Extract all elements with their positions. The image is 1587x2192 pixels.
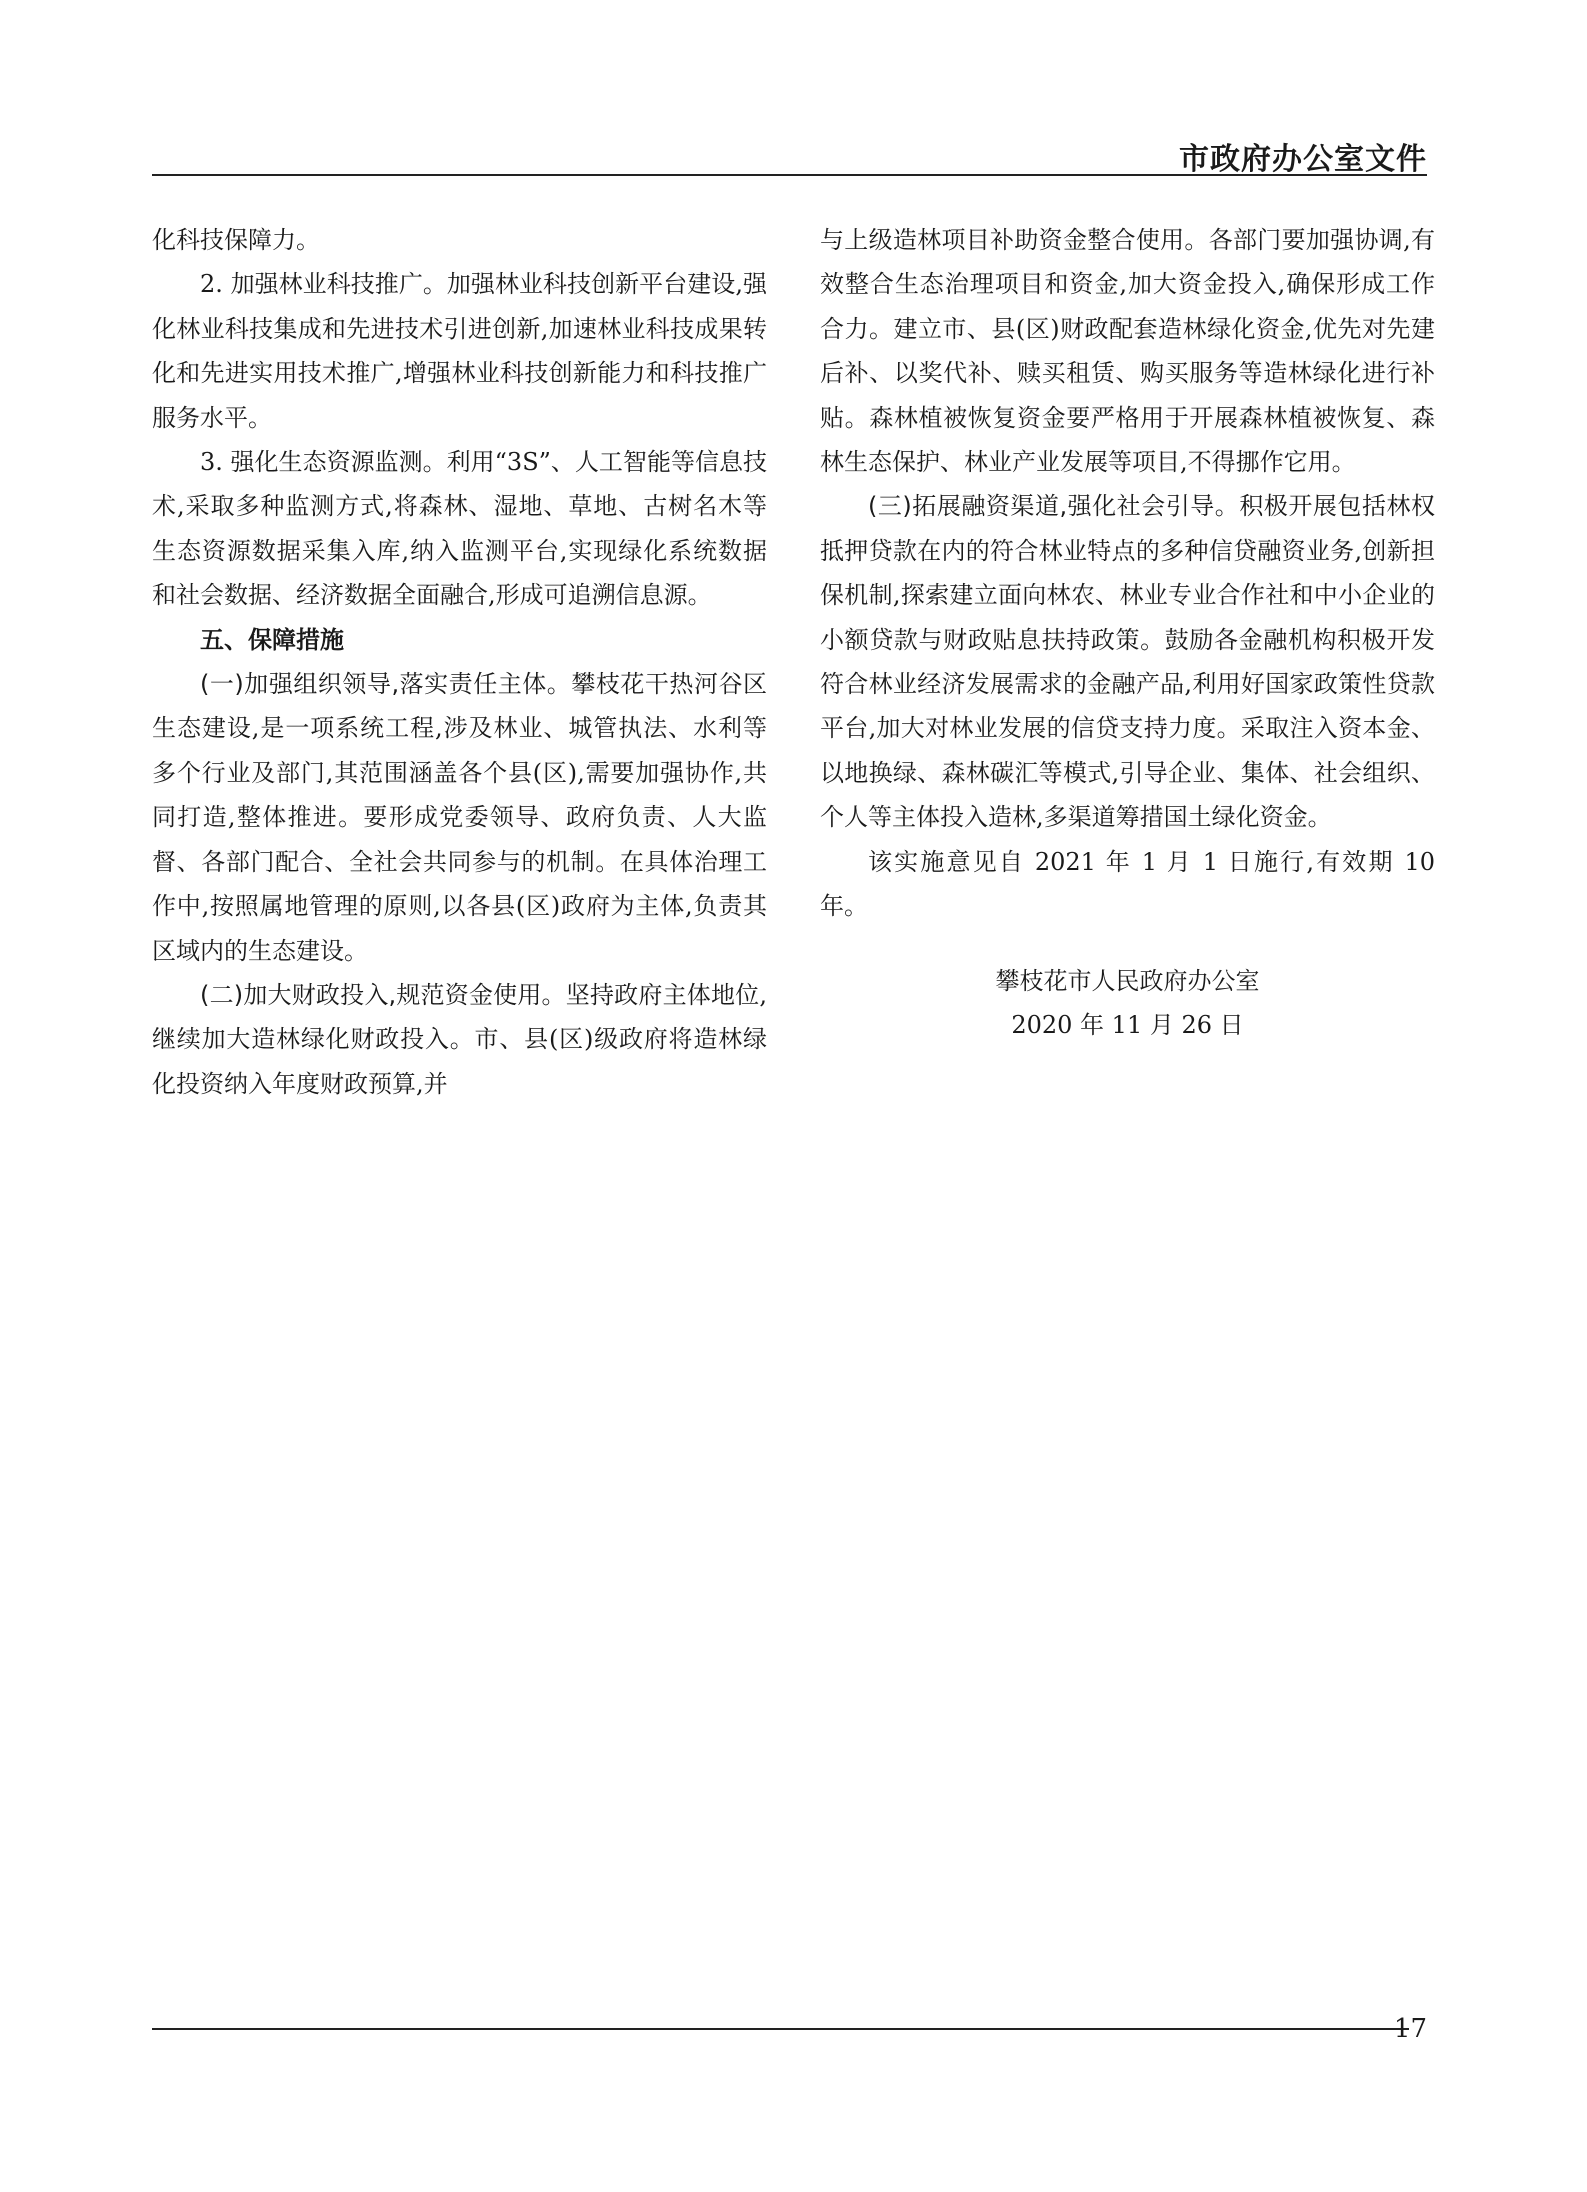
- section-heading-safeguards: 五、保障措施: [200, 625, 344, 654]
- paragraph-body-fiscal: 坚持政府主体地位,继续加大造林绿化财政投入。市、县(区)级政府将造林绿化投资纳入年度财政预算,并: [152, 980, 767, 1098]
- paragraph-fiscal-investment: [152, 973, 767, 1106]
- paragraph-resource-monitoring: 3. 强化生态资源监测。利用“3S”、人工智能等信息技术,采取多种监测方式,将森林、湿地、草地、古树名木等生态资源数据采集入库,纳入监测平台,实现绿化系统数据和社会数据、经济数据全面融合,形成可追溯信息源。: [152, 448, 767, 610]
- paragraph-effective-date: 该实施意见自 2021 年 1 月 1 日施行,有效期 10 年。: [820, 847, 1435, 921]
- paragraph-continuation: 化科技保障力。: [152, 226, 320, 254]
- signature-block: [820, 959, 1435, 1047]
- paragraph-lead-financing: (三)拓展融资渠道,强化社会引导。: [868, 492, 1240, 521]
- left-column: [152, 218, 767, 1106]
- header-divider: [152, 174, 1427, 176]
- paragraph-organization-leadership: [152, 662, 767, 973]
- paragraph-lead-organization: (一)加强组织领导,落实责任主体。: [200, 670, 572, 699]
- signature-organization: 攀枝花市人民政府办公室: [995, 966, 1260, 995]
- paragraph-tech-promotion: 2. 加强林业科技推广。加强林业科技创新平台建设,强化林业科技集成和先进技术引进创新,加速林业科技成果转化和先进实用技术推广,增强林业科技创新能力和科技推广服务水平。: [152, 270, 767, 432]
- signature-date: 2020 年 11 月 26 日: [1011, 1010, 1244, 1039]
- page-number: 17: [1393, 2014, 1427, 2044]
- footer-divider: [152, 2028, 1409, 2030]
- paragraph-lead-fiscal: (二)加大财政投入,规范资金使用。: [200, 980, 566, 1009]
- paragraph-body-financing: 积极开展包括林权抵押贷款在内的符合林业特点的多种信贷融资业务,创新担保机制,探索建立面向林农、林业专业合作社和中小企业的小额贷款与财政贴息扶持政策。鼓励各金融机构积极开发符合林业经济发展需求的金融产品,利用好国家政策性贷款平台,加大对林业发展的信贷支持力度。采取注入资本金、以地换绿、森林碳汇等模式,引导企业、集体、社会组织、个人等主体投入造林,多渠道筹措国土绿化资金。: [820, 492, 1435, 832]
- paragraph-fund-integration: 与上级造林项目补助资金整合使用。各部门要加强协调,有效整合生态治理项目和资金,加大资金投入,确保形成工作合力。建立市、县(区)财政配套造林绿化资金,优先对先建后补、以奖代补、赎买租赁、购买服务等造林绿化进行补贴。森林植被恢复资金要严格用于开展森林植被恢复、森林生态保护、林业产业发展等项目,不得挪作它用。: [820, 226, 1435, 477]
- right-column: [820, 218, 1435, 1047]
- paragraph-body-organization: 攀枝花干热河谷区生态建设,是一项系统工程,涉及林业、城管执法、水利等多个行业及部门,其范围涵盖各个县(区),需要加强协作,共同打造,整体推进。要形成党委领导、政府负责、人大监督、各部门配合、全社会共同参与的机制。在具体治理工作中,按照属地管理的原则,以各县(区)政府为主体,负责其区域内的生态建设。: [152, 670, 767, 965]
- running-header-title: 市政府办公室文件: [1179, 142, 1427, 177]
- paragraph-financing-channels: [820, 484, 1435, 839]
